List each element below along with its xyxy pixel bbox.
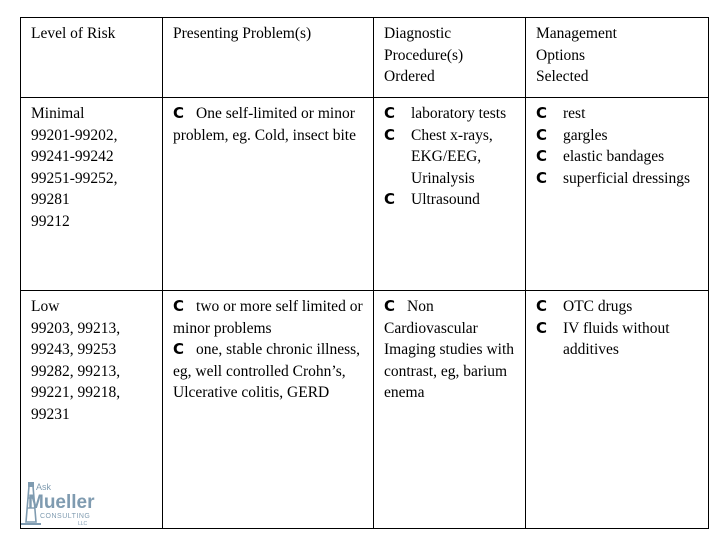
management-cell-minimal: [526, 98, 709, 291]
bullet-icon: C: [384, 190, 396, 208]
list-item: C One self-limited or minor problem, eg. Cold, insect bite: [173, 104, 356, 144]
table-row: [21, 291, 709, 529]
level-cell-low: Low 99203, 99213, 99243, 99253 99282, 99213, 99221, 99218, 99231: [21, 291, 163, 529]
bullet-icon: C: [173, 297, 185, 315]
logo-suffix: LLC: [78, 521, 88, 527]
level-cell-minimal: Minimal 99201-99202, 99241-99242 99251-99252, 99281 99212: [21, 98, 163, 291]
list-item: C OTC drugs: [536, 296, 698, 318]
risk-level-table: [20, 17, 709, 529]
header-problem: Presenting Problem(s): [163, 18, 374, 98]
diagnostic-cell-minimal: [374, 98, 526, 291]
bullet-icon: C: [173, 340, 185, 358]
list-item: C laboratory tests: [384, 103, 515, 125]
bullet-icon: C: [384, 125, 396, 144]
header-management: Management Options Selected: [526, 18, 709, 98]
list-item: C two or more self limited or minor problems: [173, 297, 363, 337]
diagnostic-cell-low: [374, 291, 526, 529]
bullet-icon: C: [536, 104, 548, 122]
bullet-icon: C: [536, 318, 548, 337]
list-item: C Ultrasound: [384, 189, 515, 211]
header-diagnostic: Diagnostic Procedure(s) Ordered: [374, 18, 526, 98]
list-item: C IV fluids without additives: [536, 318, 670, 358]
table-row: [21, 98, 709, 291]
bullet-icon: C: [536, 297, 548, 315]
list-item: C Non Cardiovascular Imaging studies with contrast, eg, barium enema: [384, 297, 515, 401]
list-item: C Chest x-rays, EKG/EEG, Urinalysis: [384, 125, 493, 187]
ask-mueller-logo: [14, 480, 94, 528]
bullet-icon: C: [536, 147, 548, 165]
logo-ask: Ask: [36, 482, 52, 492]
logo-sub: CONSULTING: [40, 513, 91, 520]
bullet-icon: C: [536, 168, 548, 187]
list-item: C gargles: [536, 125, 698, 147]
list-item: C elastic bandages: [536, 146, 698, 168]
header-level: Level of Risk: [21, 18, 163, 98]
problem-cell-minimal: [163, 98, 374, 291]
bullet-icon: C: [173, 104, 185, 122]
bullet-icon: C: [384, 104, 396, 122]
problem-cell-low: [163, 291, 374, 529]
management-cell-low: [526, 291, 709, 529]
list-item: C one, stable chronic illness, eg, well controlled Crohn’s, Ulcerative colitis, GERD: [173, 340, 361, 401]
list-item: C rest: [536, 103, 698, 125]
bullet-icon: C: [536, 125, 548, 144]
logo-name: Mueller: [28, 492, 95, 513]
bullet-icon: C: [384, 297, 396, 315]
header-row: [21, 18, 709, 98]
list-item: C superficial dressings: [536, 168, 698, 190]
